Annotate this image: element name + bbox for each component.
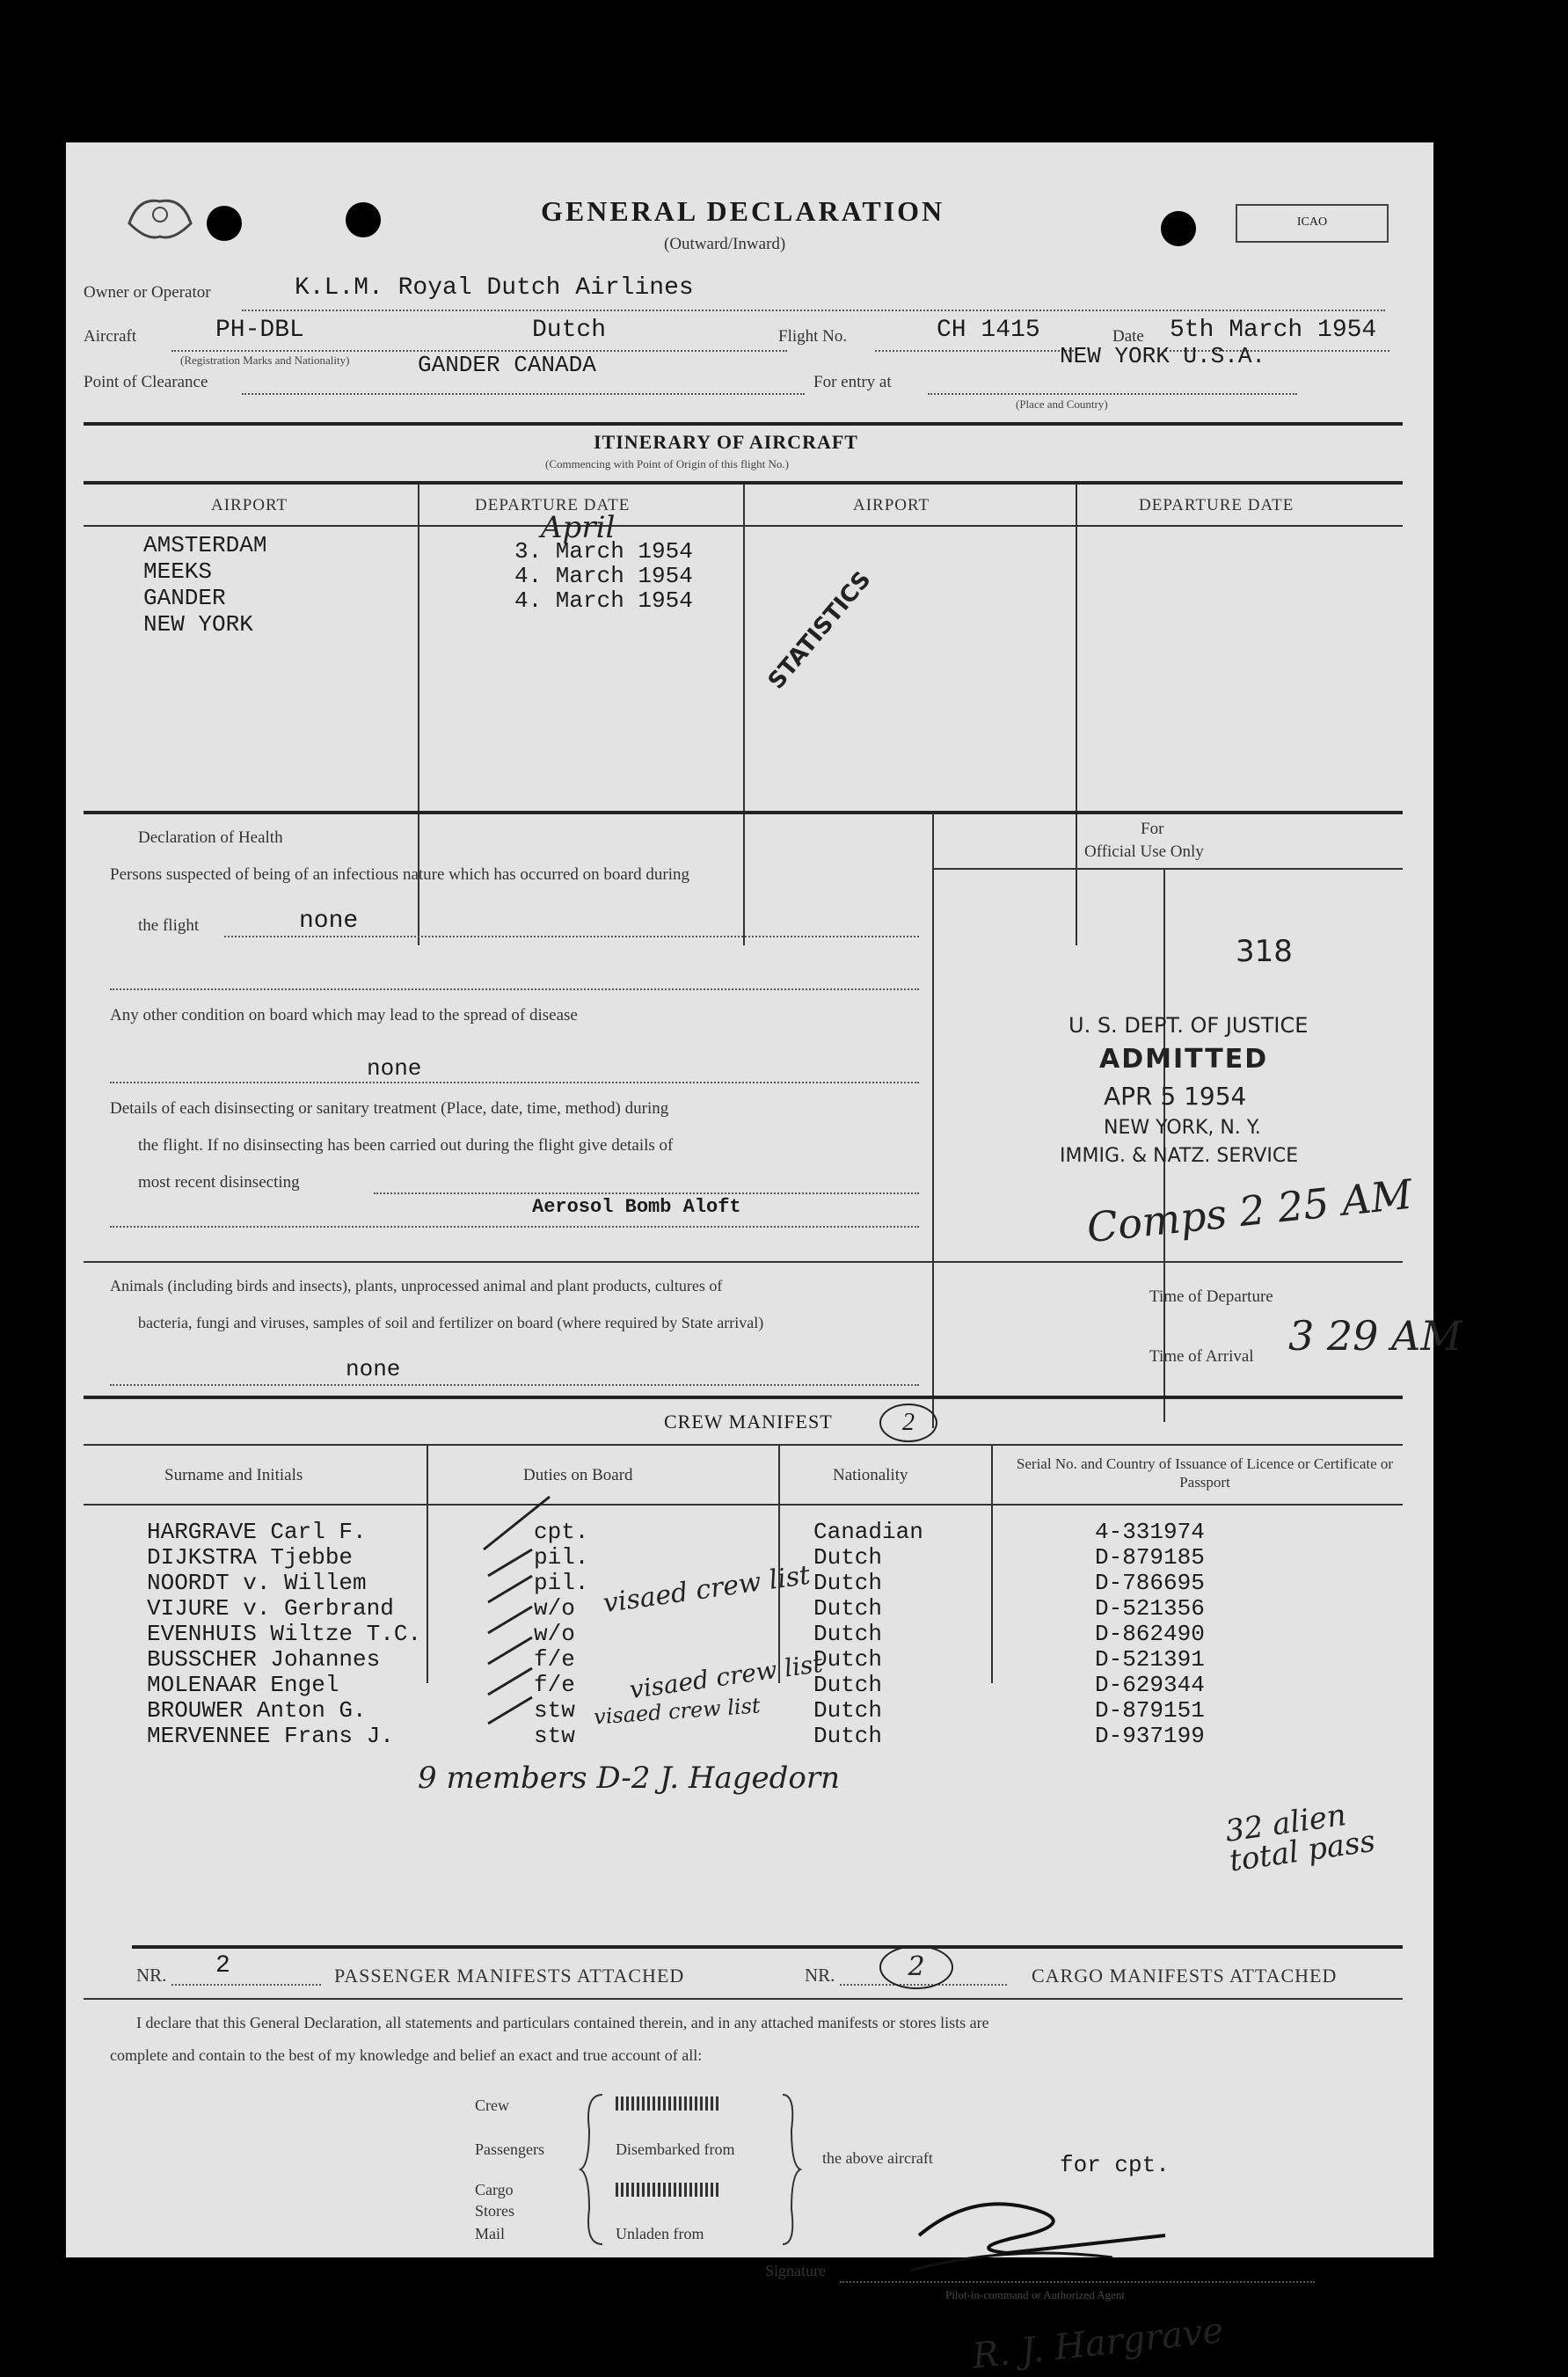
date-label: Date bbox=[1112, 327, 1144, 346]
decl-mail-label: Mail bbox=[475, 2225, 505, 2242]
passenger-manifest-label: PASSENGER MANIFESTS ATTACHED bbox=[334, 1965, 685, 1987]
decl-unladen: Unladen from bbox=[616, 2225, 704, 2242]
decl-passengers-label: Passengers bbox=[475, 2140, 544, 2158]
date-correction: April bbox=[541, 510, 616, 545]
owner-value: K.L.M. Royal Dutch Airlines bbox=[295, 274, 694, 302]
crew-duty: f/e bbox=[534, 1645, 575, 1673]
col-departure-date-2: DEPARTURE DATE bbox=[1139, 496, 1295, 514]
decl-aircraft: the above aircraft bbox=[822, 2149, 933, 2167]
health-q2: Any other condition on board which may lead to the spread of disease bbox=[110, 1006, 578, 1024]
decl-crew-label: Crew bbox=[475, 2096, 509, 2114]
signed-name: R. J. Hargrave bbox=[970, 2310, 1226, 2377]
flight-label: Flight No. bbox=[778, 327, 848, 346]
decl-cargo-label: Cargo bbox=[475, 2181, 514, 2198]
crew-nationality: Dutch bbox=[813, 1569, 883, 1596]
nationality-value: Dutch bbox=[532, 317, 607, 344]
decl-for-cpt: for cpt. bbox=[1060, 2152, 1170, 2178]
health-q1: Persons suspected of being of an infectious nature which has occurred on board during bbox=[110, 865, 690, 884]
health-q3: Details of each disinsecting or sanitary treatment (Place, date, time, method) during bbox=[110, 1099, 669, 1118]
crew-duty: stw bbox=[534, 1722, 575, 1749]
health-q3b: the flight. If no disinsecting has been carried out during the flight give details of bbox=[138, 1136, 674, 1155]
crew-serial: D-862490 bbox=[1095, 1620, 1205, 1647]
entry-value: NEW YORK U.S.A. bbox=[1060, 343, 1266, 369]
crew-duty: pil. bbox=[534, 1543, 589, 1571]
crew-nationality: Dutch bbox=[813, 1543, 883, 1571]
crew-serial: D-521391 bbox=[1095, 1645, 1205, 1673]
declaration-sheet bbox=[66, 142, 1462, 2377]
itinerary-date-3: 4. March 1954 bbox=[514, 587, 693, 614]
crew-serial: D-879185 bbox=[1095, 1543, 1205, 1571]
decl-disembarked: Disembarked from bbox=[616, 2140, 735, 2158]
crew-note-3: visaed crew list bbox=[593, 1693, 762, 1730]
struck-out-laden bbox=[616, 2183, 721, 2197]
crew-name: BUSSCHER Johannes bbox=[147, 1645, 381, 1673]
health-q3c: most recent disinsecting bbox=[138, 1173, 300, 1192]
crew-nationality: Dutch bbox=[813, 1620, 883, 1647]
official-title-2: Official Use Only bbox=[1084, 842, 1204, 861]
crew-col-name: Surname and Initials bbox=[164, 1466, 303, 1484]
itinerary-date-1: 3. March 1954 bbox=[514, 538, 693, 565]
health-a3: Aerosol Bomb Aloft bbox=[532, 1196, 741, 1218]
registration-caption: (Registration Marks and Nationality) bbox=[180, 354, 350, 367]
crew-serial: D-879151 bbox=[1095, 1696, 1205, 1724]
owner-label: Owner or Operator bbox=[84, 283, 211, 302]
punch-hole-left bbox=[207, 206, 242, 241]
declaration-line-1: I declare that this General Declaration, all statements and particulars contained therein, and in any attached manifests or stores lists are bbox=[136, 2014, 989, 2031]
crew-nationality: Dutch bbox=[813, 1594, 883, 1622]
official-title-1: For bbox=[1141, 820, 1164, 838]
cargo-manifest-label: CARGO MANIFESTS ATTACHED bbox=[1032, 1965, 1338, 1987]
col-departure-date: DEPARTURE DATE bbox=[475, 496, 631, 514]
flight-value: CH 1415 bbox=[937, 317, 1040, 344]
crew-name: HARGRAVE Carl F. bbox=[147, 1518, 367, 1545]
itinerary-title: ITINERARY OF AIRCRAFT bbox=[594, 431, 858, 453]
brace-icon bbox=[576, 2090, 611, 2249]
punch-hole-mid bbox=[346, 202, 381, 237]
itinerary-airport-1: AMSTERDAM bbox=[143, 532, 267, 558]
crew-name: MOLENAAR Engel bbox=[147, 1671, 339, 1698]
declaration-line-2: complete and contain to the best of my knowledge and belief an exact and true account of all: bbox=[110, 2046, 703, 2064]
crew-name: NOORDT v. Willem bbox=[147, 1569, 367, 1596]
crew-nationality: Dutch bbox=[813, 1645, 883, 1673]
signature-label: Signature bbox=[765, 2262, 826, 2279]
immigration-stamp-line-2: ADMITTED bbox=[1099, 1044, 1269, 1075]
crew-duty: w/o bbox=[534, 1594, 575, 1622]
table-row bbox=[147, 1595, 1396, 1621]
corner-stamp: ICAO bbox=[1236, 204, 1389, 243]
clearance-value: GANDER CANADA bbox=[418, 352, 596, 378]
itinerary-caption: (Commencing with Point of Origin of this flight No.) bbox=[545, 457, 789, 470]
immigration-stamp-line-3: APR 5 1954 bbox=[1104, 1082, 1247, 1111]
immigration-stamp-line-4: NEW YORK, N. Y. bbox=[1104, 1117, 1261, 1139]
official-handwritten: Comps 2 25 AM bbox=[1084, 1170, 1415, 1252]
crew-col-nationality: Nationality bbox=[833, 1466, 908, 1484]
health-q1b: the flight bbox=[138, 916, 200, 935]
form-subtitle: (Outward/Inward) bbox=[664, 235, 786, 253]
crew-serial: D-786695 bbox=[1095, 1569, 1205, 1596]
itinerary-airport-4: NEW YORK bbox=[143, 611, 253, 638]
brace-icon-right bbox=[778, 2090, 805, 2249]
crew-name: VIJURE v. Gerbrand bbox=[147, 1594, 394, 1622]
crew-duty: pil. bbox=[534, 1569, 589, 1596]
crew-serial: D-521356 bbox=[1095, 1594, 1205, 1622]
crown-emblem-icon bbox=[120, 188, 200, 250]
signature-scrawl bbox=[901, 2183, 1183, 2279]
crew-nationality: Dutch bbox=[813, 1722, 883, 1749]
crew-note-1: visaed crew list bbox=[601, 1559, 813, 1620]
aircraft-label: Aircraft bbox=[84, 327, 137, 346]
crew-note-side: 32 alien total pass bbox=[1222, 1797, 1378, 1879]
health-q4: Animals (including birds and insects), plants, unprocessed animal and plant products, cultures of bbox=[110, 1277, 723, 1294]
clearance-label: Point of Clearance bbox=[84, 373, 208, 391]
official-number: 318 bbox=[1236, 934, 1293, 969]
entry-label: For entry at bbox=[813, 373, 892, 391]
date-value: 5th March 1954 bbox=[1170, 317, 1377, 344]
immigration-stamp-line-1: U. S. DEPT. OF JUSTICE bbox=[1068, 1013, 1309, 1038]
crew-duty: f/e bbox=[534, 1671, 575, 1698]
arrival-label: Time of Arrival bbox=[1149, 1347, 1254, 1366]
crew-serial: D-629344 bbox=[1095, 1671, 1205, 1698]
crew-serial: 4-331974 bbox=[1095, 1518, 1205, 1545]
struck-out-embarked bbox=[616, 2096, 721, 2111]
crew-nationality: Canadian bbox=[813, 1518, 923, 1545]
crew-name: DIJKSTRA Tjebbe bbox=[147, 1543, 354, 1571]
crew-check-marks bbox=[479, 1488, 585, 1734]
crew-duty: w/o bbox=[534, 1620, 575, 1647]
table-row bbox=[147, 1723, 1396, 1748]
itinerary-airport-2: MEEKS bbox=[143, 558, 213, 585]
cargo-nr-value: 2 bbox=[879, 1945, 953, 1989]
passenger-nr-value: 2 bbox=[215, 1952, 230, 1980]
crew-name: MERVENNEE Frans J. bbox=[147, 1722, 394, 1749]
crew-duty: stw bbox=[534, 1696, 575, 1724]
crew-serial: D-937199 bbox=[1095, 1722, 1205, 1749]
health-a4: none bbox=[346, 1356, 401, 1382]
crew-name: EVENHUIS Wiltze T.C. bbox=[147, 1620, 422, 1647]
cargo-nr-label: NR. bbox=[805, 1965, 835, 1986]
passenger-nr-label: NR. bbox=[136, 1965, 167, 1986]
signature-caption: Pilot-in-command or Authorized Agent bbox=[945, 2288, 1125, 2301]
crew-col-serial: Serial No. and Country of Issuance of Licence or Certificate or Passport bbox=[1016, 1455, 1394, 1491]
col-airport-2: AIRPORT bbox=[853, 496, 930, 514]
health-title: Declaration of Health bbox=[138, 828, 283, 847]
health-a1: none bbox=[299, 908, 359, 935]
crew-count-circle: 2 bbox=[879, 1404, 937, 1442]
arrival-value: 3 29 AM bbox=[1288, 1312, 1462, 1360]
departure-label: Time of Departure bbox=[1149, 1287, 1273, 1306]
table-row bbox=[147, 1519, 1396, 1544]
statistics-stamp: STATISTICS bbox=[762, 566, 877, 695]
form-title: GENERAL DECLARATION bbox=[541, 195, 945, 227]
immigration-stamp-line-5: IMMIG. & NATZ. SERVICE bbox=[1060, 1145, 1299, 1167]
crew-name: BROUWER Anton G. bbox=[147, 1696, 367, 1724]
health-a2: none bbox=[367, 1055, 422, 1082]
place-caption: (Place and Country) bbox=[1016, 397, 1108, 411]
table-row bbox=[147, 1697, 1396, 1723]
crew-duty: cpt. bbox=[534, 1518, 589, 1545]
health-q4b: bacteria, fungi and viruses, samples of soil and fertilizer on board (where required by State arrival) bbox=[138, 1314, 764, 1331]
crew-table-body bbox=[147, 1519, 1396, 1748]
punch-hole-right bbox=[1161, 211, 1196, 246]
col-airport: AIRPORT bbox=[211, 496, 288, 514]
crew-col-duties: Duties on Board bbox=[523, 1466, 633, 1484]
crew-note-bottom: 9 members D-2 J. Hagedorn bbox=[418, 1761, 841, 1796]
crew-note-2: visaed crew list bbox=[627, 1648, 825, 1705]
crew-nationality: Dutch bbox=[813, 1696, 883, 1724]
crew-nationality: Dutch bbox=[813, 1671, 883, 1698]
table-row bbox=[147, 1621, 1396, 1646]
decl-stores-label: Stores bbox=[475, 2202, 514, 2220]
itinerary-airport-3: GANDER bbox=[143, 585, 226, 611]
registration-value: PH-DBL bbox=[215, 317, 304, 344]
crew-title: CREW MANIFEST bbox=[664, 1411, 833, 1433]
itinerary-date-2: 4. March 1954 bbox=[514, 563, 693, 589]
